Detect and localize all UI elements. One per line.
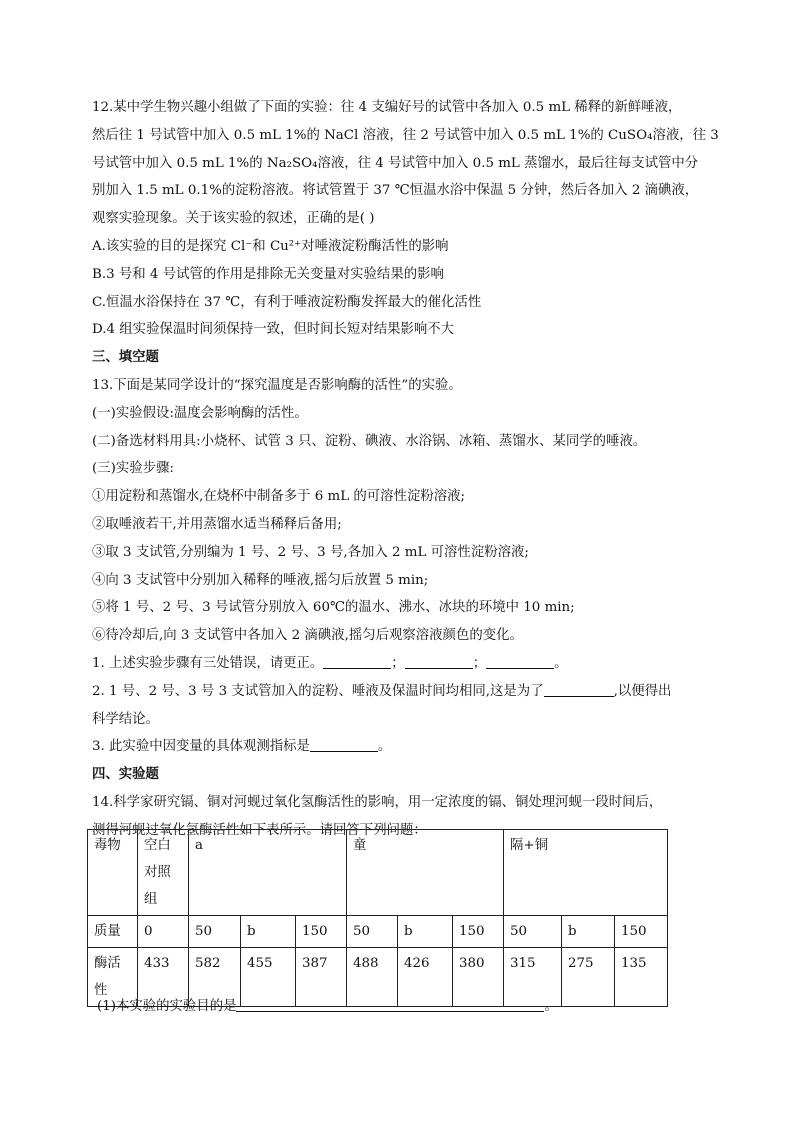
table-cell: 582 — [189, 948, 241, 1007]
q12-line-4: 别加入 1.5 mL 0.1%的淀粉溶液。将试管置于 37 ℃恒温水浴中保温 5 分钟，然后各加入 2 滴碘液， — [92, 183, 699, 199]
q12-option-b: B.3 号和 4 号试管的作用是排除无关变量对实验结果的影响 — [92, 266, 444, 282]
answer-blank-5[interactable] — [310, 736, 378, 752]
table-cell: 150 — [296, 916, 347, 948]
q13-sub2-line2: 科学结论。 — [92, 711, 159, 727]
q13-step-1: ①用淀粉和蒸馏水,在烧杯中制备多于 6 mL 的可溶性淀粉溶液; — [92, 489, 466, 505]
q14-sub1-prompt: (1)本实验的实验目的是 — [97, 999, 237, 1014]
q12-option-a: A.该实验的目的是探究 Cl⁻和 Cu²⁺对唾液淀粉酶活性的影响 — [92, 238, 449, 254]
q14-sub1 — [97, 996, 558, 1018]
q13-sub3-prompt: 3. 此实验中因变量的具体观测指标是 — [92, 739, 310, 755]
q13-step-5: ⑤将 1 号、2 号、3 号试管分别放入 60℃的温水、沸水、冰块的环境中 10 min; — [92, 600, 575, 616]
q13-hypothesis: (一)实验假设:温度会影响酶的活性。 — [92, 405, 308, 421]
answer-blank-3[interactable] — [486, 653, 554, 669]
separator: ； — [391, 655, 405, 671]
table-cell: 50 — [504, 916, 562, 948]
q12-line-5: 观察实验现象。关于该实验的叙述，正确的是( ) — [92, 211, 375, 227]
table-header-row — [88, 830, 668, 916]
table-cell: 380 — [453, 948, 504, 1007]
table-cell: 433 — [138, 948, 189, 1007]
q13-step-4: ④向 3 支试管中分别加入稀释的唾液,摇匀后放置 5 min; — [92, 572, 429, 588]
section-heading-experiment: 四、实验题 — [92, 766, 159, 783]
q13-sub2 — [92, 678, 702, 706]
answer-blank-6[interactable] — [236, 996, 544, 1012]
q12-option-d: D.4 组实验保温时间须保持一致，但时间长短对结果影响不大 — [92, 322, 455, 338]
section-heading-fill-in: 三、填空题 — [92, 349, 159, 366]
q13-step-2: ②取唾液若干,并用蒸馏水适当稀释后备用; — [92, 516, 342, 532]
table-cell: b — [241, 916, 296, 948]
table-cell: 135 — [615, 948, 668, 1007]
table-cell: 50 — [347, 916, 398, 948]
q13-sub1-prompt: 1. 上述实验步骤有三处错误，请更正。 — [92, 655, 324, 671]
q13-sub2-suffix: ,以便得出 — [613, 683, 672, 699]
line-end: 。 — [377, 739, 392, 755]
answer-blank-4[interactable] — [544, 681, 614, 697]
q12-option-c: C.恒温水浴保持在 37 ℃，有利于唾液淀粉酶发挥最大的催化活性 — [92, 294, 482, 310]
document-body — [92, 94, 719, 845]
table-row-mass — [88, 916, 668, 948]
q13-step-3: ③取 3 支试管,分别编为 1 号、2 号、3 号,各加入 2 mL 可溶性淀粉溶液; — [92, 544, 529, 560]
header-control-group: 空白对照组 — [138, 830, 189, 916]
row-label-activity: 酶活性 — [88, 948, 138, 1007]
header-group-2: 童 — [347, 830, 504, 916]
table-cell: 387 — [296, 948, 347, 1007]
line-end: 。 — [544, 999, 558, 1014]
q13-steps-title: (三)实验步骤: — [92, 461, 174, 477]
separator: ； — [472, 655, 487, 671]
q12-line-2: 然后往 1 号试管中加入 0.5 mL 1%的 NaCl 溶液，往 2 号试管中加入 0.5 mL 1%的 CuSO₄溶液，往 3 — [92, 127, 719, 143]
answer-blank-2[interactable] — [405, 653, 473, 669]
q12-line-3: 号试管中加入 0.5 mL 1%的 Na₂SO₄溶液，往 4 号试管中加入 0.5 mL 蒸馏水，最后往每支试管中分 — [92, 155, 699, 171]
q13-intro: 13.下面是某同学设计的“探究温度是否影响酶的活性”的实验。 — [92, 377, 462, 393]
q14-line-2: 测得河蚬过氧化氢酶活性如下表所示。请回答下列问题： — [92, 822, 427, 838]
q13-materials: (二)备选材料用具:小烧杯、试管 3 只、淀粉、碘液、水浴锅、冰箱、蒸馏水、某同学的唾液。 — [92, 433, 647, 449]
table-cell: 150 — [615, 916, 668, 948]
table-cell: 0 — [138, 916, 189, 948]
table-cell: 426 — [398, 948, 453, 1007]
table-cell: 488 — [347, 948, 398, 1007]
q13-sub2-prompt: 2. 1 号、2 号、3 号 3 支试管加入的淀粉、唾液及保温时间均相同,这是为了 — [92, 683, 544, 699]
header-toxin: 毒物 — [88, 830, 138, 916]
table-cell: b — [398, 916, 453, 948]
table-cell: 455 — [241, 948, 296, 1007]
line-end: 。 — [554, 655, 568, 671]
enzyme-activity-table — [87, 829, 668, 1007]
table-cell: 150 — [453, 916, 504, 948]
row-label-mass: 质量 — [88, 916, 138, 948]
table-cell: b — [562, 916, 615, 948]
table-cell: 315 — [504, 948, 562, 1007]
q12-line-1: 12.某中学生物兴趣小组做了下面的实验：往 4 支编好号的试管中各加入 0.5 mL 稀释的新鲜唾液， — [92, 100, 682, 115]
q13-sub3 — [92, 733, 702, 761]
q14-line-1: 14.科学家研究镉、铜对河蚬过氧化氢酶活性的影响，用一定浓度的镉、铜处理河蚬一段时间后， — [92, 794, 663, 810]
q13-step-6: ⑥待冷却后,向 3 支试管中各加入 2 滴碘液,摇匀后观察溶液颜色的变化。 — [92, 628, 523, 644]
header-group-a: a — [189, 830, 347, 916]
q13-sub1 — [92, 650, 702, 678]
table-cell: 275 — [562, 948, 615, 1007]
header-group-3: 隔+铜 — [504, 830, 668, 916]
answer-blank-1[interactable] — [323, 653, 391, 669]
table-cell: 50 — [189, 916, 241, 948]
